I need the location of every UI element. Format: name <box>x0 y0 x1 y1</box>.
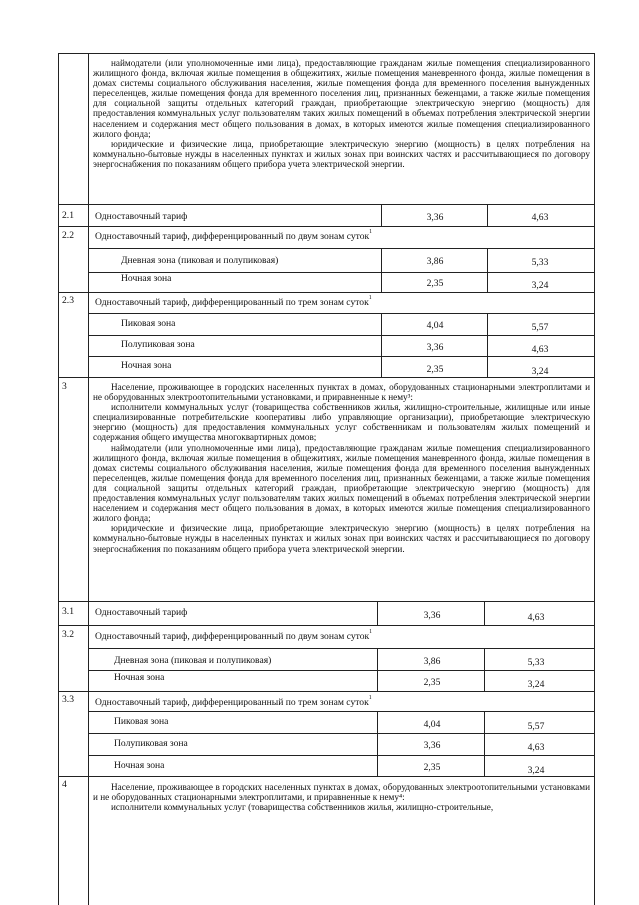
tariff-value: 3,24 <box>527 765 545 776</box>
tariff-label: Пиковая зона <box>114 716 169 727</box>
tariff-label: Пиковая зона <box>121 318 176 329</box>
tariff-value: 4,63 <box>527 612 545 623</box>
footnote-mark: 1 <box>369 629 373 635</box>
tariff-value: 3,36 <box>426 212 444 223</box>
tariff-value: 2,35 <box>426 364 444 375</box>
row-number: 3.3 <box>62 694 74 705</box>
tariff-value: 3,24 <box>531 280 549 291</box>
tariff-value: 2,35 <box>426 278 444 289</box>
tariff-value: 5,33 <box>531 257 549 268</box>
block4-paragraph: Население, проживающее в городских населенных пунктах в домах, оборудованных электроотопительными установками и не оборудованных стационарными электроплитами, и приравненные к нему⁴: <box>93 782 590 803</box>
tariff-label <box>95 231 372 242</box>
row-number: 3 <box>62 381 67 392</box>
row-number: 2.3 <box>62 295 74 306</box>
tariff-value: 4,04 <box>423 719 441 730</box>
row-number: 3.2 <box>62 629 74 640</box>
tariff-label-text: Одноставочный тариф, дифференцированный по двум зонам суток <box>95 231 370 242</box>
tariff-label: Полупиковая зона <box>114 738 188 749</box>
block3-paragraph: наймодатели (или уполномоченные ими лица), предоставляющие гражданам жилые помещения специализированного жилищного фонда, включая жилые помещения в общежитиях, жилые помещения маневренного фонда, жилые помещения в домах системы социального обслуживания населения, жилые помещения фонда для временного поселения вынужденных переселенцев, жилые помещения фонда для временного поселения лиц, признанных беженцами, а также жилые помещения для социальной защиты отдельных категорий граждан, приобретающие электрическую энергию (мощность) для предоставления коммунальных услуг пользователям таких жилых помещений в объемах потребления электрической энергии населением и содержания мест общего пользования в домах, в которых имеются жилые помещения специализированного жилого фонда; <box>93 442 590 524</box>
tariff-value: 3,24 <box>531 366 549 377</box>
tariff-label-text: Одноставочный тариф, дифференцированный по двум зонам суток <box>95 631 370 642</box>
tariff-label: Ночная зона <box>121 273 172 284</box>
row-number: 2.1 <box>62 210 74 221</box>
tariff-label: Одноставочный тариф <box>95 607 188 618</box>
block1-paragraph: юридические и физические лица, приобретающие электрическую энергию (мощность) в целях потребления на коммунально-бытовые нужды в населенных пунктах и жилых зонах при воинских частях и рассчитывающиеся по договору энергоснабжения по показаниям общего прибора учета электрической энергии. <box>93 138 590 169</box>
row-number: 2.2 <box>62 230 74 241</box>
footnote-mark: 1 <box>368 695 372 701</box>
tariff-value: 5,57 <box>531 322 549 333</box>
tariff-label: Ночная зона <box>121 360 172 371</box>
tariff-label: Дневная зона (пиковая и полупиковая) <box>121 255 279 266</box>
tariff-label-text: Одноставочный тариф, дифференцированный по трем зонам суток <box>95 297 369 308</box>
tariff-value: 3,36 <box>423 610 441 621</box>
tariff-label <box>95 697 372 708</box>
block4-text <box>93 782 590 812</box>
tariff-value: 4,63 <box>531 344 549 355</box>
tariff-value: 3,24 <box>527 679 545 690</box>
block3-text <box>93 382 590 554</box>
tariff-value: 4,63 <box>531 212 549 223</box>
block3-paragraph: Население, проживающее в городских населенных пунктах в домах, оборудованных стационарными электроплитами и не оборудованных электроотопительными установками, и приравненные к нему³: <box>93 382 590 403</box>
footnote-mark: 1 <box>368 295 372 301</box>
tariff-value: 3,86 <box>426 256 444 267</box>
block3-paragraph: исполнители коммунальных услуг (товарищества собственников жилья, жилищно-строительные, жилищные или иные специализированные потребительские кооперативы либо управляющие организации), приобретающие электрическую энергию (мощность) для предоставления коммунальных услуг собственникам и пользователям жилых помещений и содержания общего имущества многоквартирных домов; <box>93 402 590 443</box>
footnote-mark: 1 <box>369 229 373 235</box>
tariff-value: 2,35 <box>423 677 441 688</box>
tariff-label-text: Одноставочный тариф, дифференцированный по трем зонам суток <box>95 697 369 708</box>
tariff-value: 3,36 <box>426 342 444 353</box>
tariff-label <box>95 297 372 308</box>
tariff-value: 3,36 <box>423 740 441 751</box>
row-number: 3.1 <box>62 606 74 617</box>
tariff-label: Дневная зона (пиковая и полупиковая) <box>114 655 272 666</box>
tariff-label: Одноставочный тариф <box>95 211 188 222</box>
tariff-label: Полупиковая зона <box>121 339 195 350</box>
tariff-value: 2,35 <box>423 762 441 773</box>
tariff-value: 4,63 <box>527 742 545 753</box>
tariff-label <box>95 631 372 642</box>
tariff-value: 5,33 <box>527 657 545 668</box>
row-number: 4 <box>62 779 67 790</box>
tariff-label: Ночная зона <box>114 760 165 771</box>
block1-paragraph: наймодатели (или уполномоченные ими лица), предоставляющие гражданам жилые помещения специализированного жилищного фонда, включая жилые помещения в общежитиях, жилые помещения маневренного фонда, жилые помещения в домах системы социального обслуживания населения, жилые помещения фонда для временного поселения вынужденных переселенцев, жилые помещения фонда для временного поселения лиц, признанных беженцами, а также жилые помещения для социальной защиты отдельных категорий граждан, приобретающие электрическую энергию (мощность) для предоставления коммунальных услуг пользователям таких жилых помещений в объемах потребления электрической энергии населением и содержания мест общего пользования в домах, в которых имеются жилые помещения специализированного жилого фонда; <box>93 58 590 139</box>
block1-text <box>93 58 590 169</box>
tariff-value: 4,04 <box>426 320 444 331</box>
tariff-label: Ночная зона <box>114 672 165 683</box>
block3-paragraph: юридические и физические лица, приобретающие электрическую энергию (мощность) в целях потребления на коммунально-бытовые нужды в населенных пунктах и жилых зонах при воинских частях и рассчитывающиеся по договору энергоснабжения по показаниям общего прибора учета электрической энергии. <box>93 523 590 554</box>
tariff-value: 5,57 <box>527 721 545 732</box>
tariff-value: 3,86 <box>423 656 441 667</box>
block4-paragraph: исполнители коммунальных услуг (товарищества собственников жилья, жилищно-строительные, <box>111 802 494 813</box>
